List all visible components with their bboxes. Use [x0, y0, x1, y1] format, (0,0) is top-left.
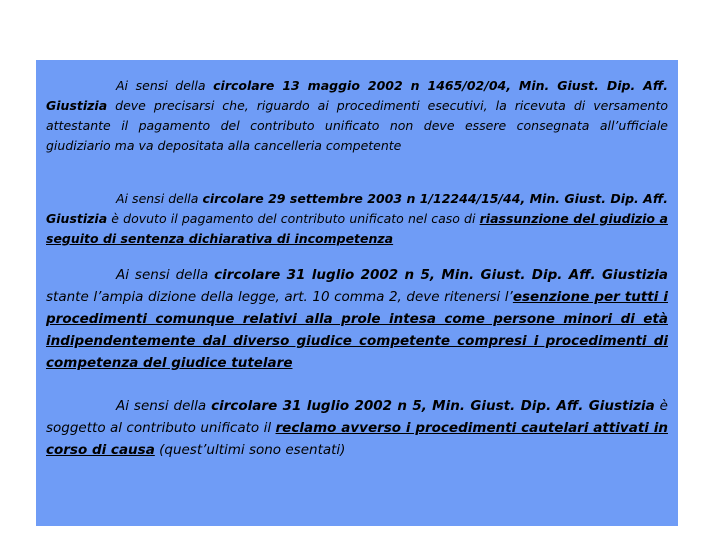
paragraph-4: [46, 395, 668, 461]
paragraph-1-text: deve precisarsi che, riguardo ai procedimenti esecutivi, la ricevuta di versamento attestante il pagamento del contributo unificato non deve essere consegnata all’ufficiale giudiziario ma va depositata alla cancelleria competente: [46, 98, 668, 153]
paragraph-3: [46, 264, 668, 374]
paragraph-3-emphasis: esenzione per tutti i procedimenti comunque relativi alla prole intesa come persone minori di età indipendentemente dal diverso giudice competente compresi i procedimenti di competenza del giudice tutelare: [46, 289, 668, 371]
paragraph-4-emphasis: reclamo avverso i procedimenti cautelari attivati in corso di causa: [46, 420, 668, 458]
paragraph-2-emphasis: riassunzione del giudizio a seguito di sentenza dichiarativa di incompetenza: [46, 211, 668, 246]
paragraph-3-circular: circolare 31 luglio 2002 n 5, Min. Giust. Dip. Aff. Giustizia: [214, 267, 668, 283]
paragraph-2: [46, 189, 668, 249]
paragraph-2-circular: circolare 29 settembre 2003 n 1/12244/15/44, Min. Giust. Dip. Aff. Giustizia: [46, 191, 668, 226]
paragraph-3-intro: Ai sensi della: [116, 267, 215, 283]
paragraph-4-circular: circolare 31 luglio 2002 n 5, Min. Giust. Dip. Aff. Giustizia: [211, 398, 655, 414]
paragraph-4-text: è soggetto al contributo unificato il: [46, 398, 668, 436]
paragraph-1: [46, 76, 668, 156]
paragraph-2-text: è dovuto il pagamento del contributo unificato nel caso di: [107, 211, 480, 226]
content-panel: [36, 60, 678, 526]
paragraph-4-intro: Ai sensi della: [116, 398, 212, 414]
paragraph-1-circular: circolare 13 maggio 2002 n 1465/02/04, Min. Giust. Dip. Aff. Giustizia: [46, 78, 668, 113]
paragraph-3-text: stante l’ampia dizione della legge, art. 10 comma 2, deve ritenersi l’: [46, 289, 513, 305]
paragraph-2-intro: Ai sensi della: [116, 191, 203, 206]
paragraph-4-trailing: (quest’ultimi sono esentati): [154, 442, 346, 458]
paragraph-1-intro: Ai sensi della: [116, 78, 214, 93]
